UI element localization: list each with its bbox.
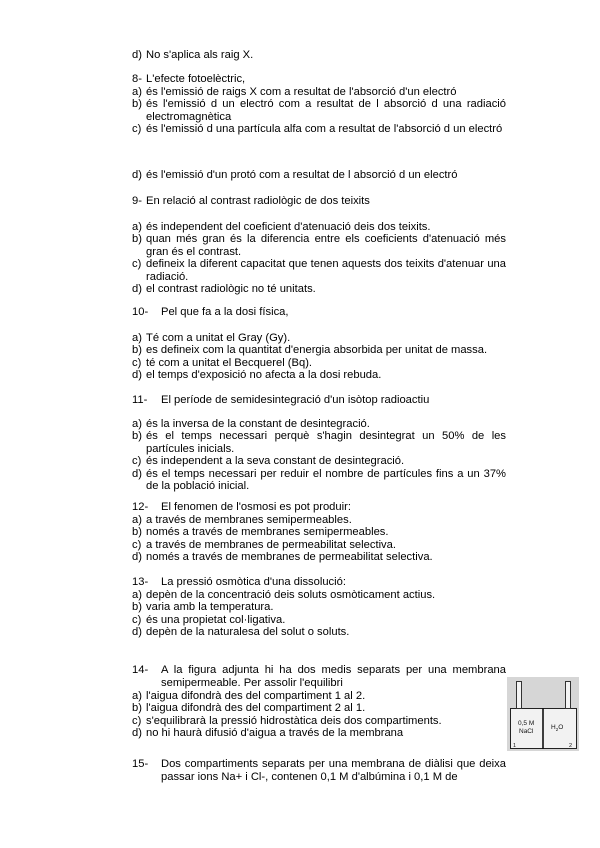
answer-d: d) és el temps necessari per reduir el nombre de partícules fins a un 37% de la població inicial. [132,467,506,493]
question-13-stem: 13- La pressió osmòtica d'una dissolució: [132,576,346,588]
question-9-answers [132,221,506,295]
question-11-stem: 11- El període de semidesintegració d'un isòtop radioactiu [132,394,430,406]
answer-a: a) és la inversa de la constant de desintegració. [132,418,370,430]
answer-c: c) és independent a la seva constant de desintegració. [132,455,405,468]
answer-b: b) és l'emissió d un electró com a resultat de l absorció d una radiació electromagnètica [132,98,506,123]
question-10-answers [132,332,506,382]
question-12-stem: 12- El fenomen de l'osmosi es pot produir: [132,501,351,513]
question-7-tail [132,49,506,61]
question-10 [132,306,506,319]
answer-c: c) té com a unitat el Becquerel (Bq). [132,356,313,369]
question-15-stem: 15- Dos compartiments separats per una membrana de diàlisi que deixa passar ions Na+ i Cl-, contenen 0,1 M d'albúmina i 0,1 M de [132,758,506,783]
answer-d: d) depèn de la naturalesa del solut o soluts. [132,626,350,639]
answer-a: a) Té com a unitat el Gray (Gy). [132,332,291,344]
question-11 [132,394,506,407]
question-14 [132,664,506,740]
answer-b: b) es defineix com la quantitat d'energia absorbida per unitat de massa. [132,344,488,357]
answer-c: c) és l'emissió d una partícula alfa com a resultat de l'absorció d un electró [132,123,503,136]
question-11-answers [132,418,506,492]
right-tube [566,682,571,709]
right-label-water: $H_2O$ [551,724,564,732]
answer-c: c) s'equilibrarà la pressió hidrostàtica deis dos compartiments. [132,714,442,727]
answer-b: b) varia amb la temperatura. [132,601,274,614]
question-9 [132,195,506,208]
compartment-2-label: 2 [569,743,573,749]
answer-c: c) a través de membranes de permeabilitat selectiva. [132,538,396,551]
answer-b: b) és el temps necessari perquè s'hagin desintegrat un 50% de les partícules inicials. [132,430,506,455]
question-12 [132,501,506,564]
compartment-1-label: 1 [513,743,517,749]
answer-d: d) només a través de membranes de permeabilitat selectiva. [132,551,433,564]
left-tube [517,682,522,709]
osmosis-figure-drawing [507,677,579,751]
answer-c: c) defineix la diferent capacitat que tenen aquests dos teixits d'atenuar una radiació. [132,258,506,283]
osmosis-figure [507,677,579,751]
question-13 [132,576,506,639]
left-label-solute: NaCl [519,728,534,735]
answer-a: a) és independent del coeficient d'atenuació deis dos teixits. [132,221,431,233]
answer-b: b) només a través de membranes semipermeables. [132,526,389,539]
question-9-stem: 9- En relació al contrast radiològic de dos teixits [132,195,370,207]
answer-a: a) és l'emissió de raigs X com a resultat de l'absorció d'un electró [132,86,457,98]
question-14-stem: 14- A la figura adjunta hi ha dos medis separats per una membrana semipermeable. Per assolir l'equilibri [132,664,506,689]
question-8-d [132,169,506,181]
answer-d: d) el temps d'exposició no afecta a la dosi rebuda. [132,369,382,382]
answer-a: a) l'aigua difondrà des del compartiment 1 al 2. [132,690,366,702]
answer-d: d) és l'emissió d'un protó com a resultat de l absorció d un electró [132,169,458,181]
question-8 [132,73,506,136]
answer-a: a) depèn de la concentració deis soluts osmòticament actius. [132,589,436,601]
answer-d: d) el contrast radiològic no té unitats. [132,283,316,296]
answer-c: c) és una propietat col·ligativa. [132,613,286,626]
question-8-stem: 8- L'efecte fotoelèctric, [132,73,246,85]
question-10-stem: 10- Pel que fa a la dosi física, [132,306,289,318]
answer-b: b) quan més gran és la diferencia entre els coeficients d'atenuació més gran és el contrast. [132,233,506,258]
answer-b: b) l'aigua difondrà des del compartiment 2 al 1. [132,702,366,715]
left-label-conc: 0,5 M [518,720,535,727]
answer-d: d) no hi haurà difusió d'aigua a través de la membrana [132,727,404,740]
answer-d: d) No s'aplica als raig X. [132,49,254,61]
answer-a: a) a través de membranes semipermeables. [132,514,352,526]
question-15 [132,758,506,784]
